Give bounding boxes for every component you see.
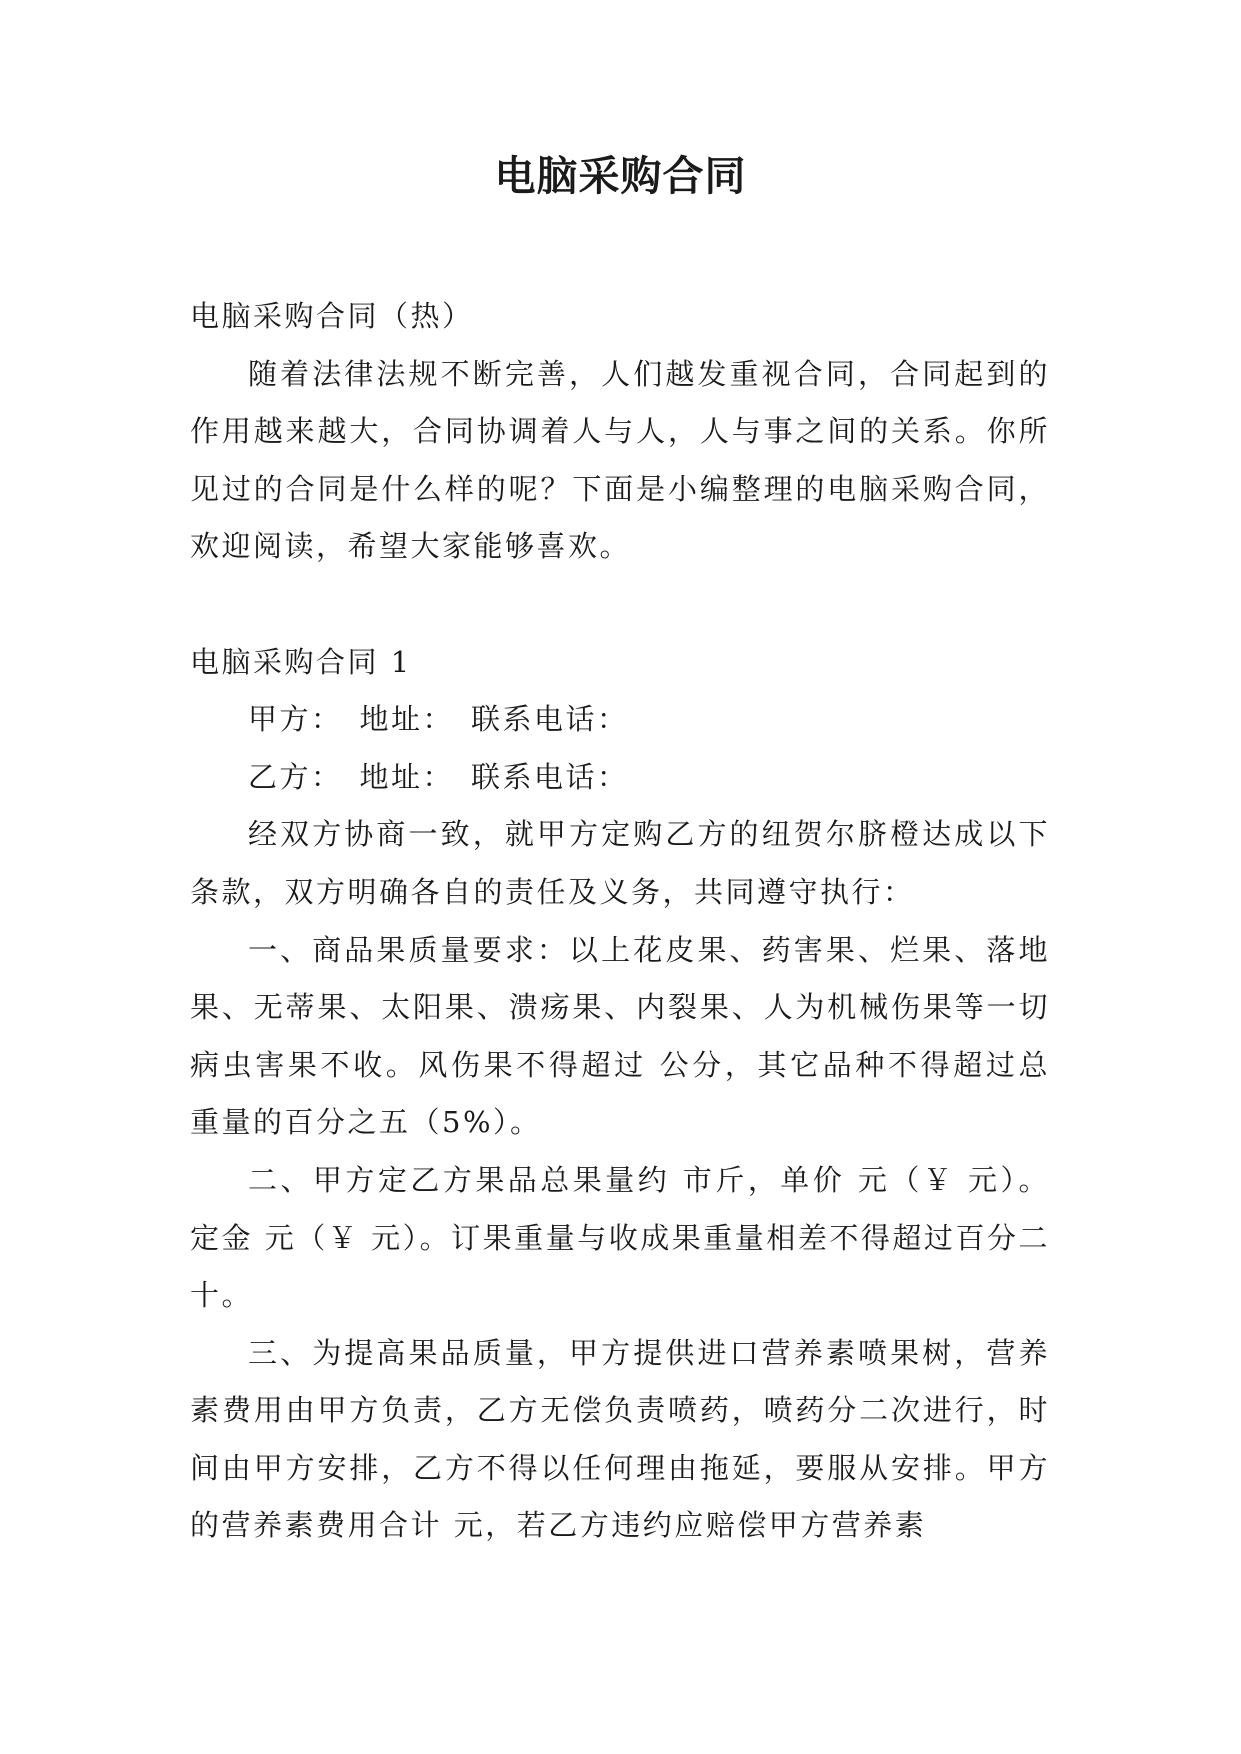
party-b-line: 乙方： 地址： 联系电话： bbox=[248, 759, 629, 794]
document-body bbox=[190, 288, 1050, 1555]
subtitle-paragraph: 电脑采购合同（热） bbox=[190, 299, 474, 333]
clause-2: 二、甲方定乙方果品总果量约 市斤，单价 元（￥ 元）。定金 元（￥ 元）。订果重量与收成果重量相差不得超过百分二十。 bbox=[190, 1162, 1050, 1313]
party-a-line: 甲方： 地址： 联系电话： bbox=[248, 702, 629, 737]
document-title: 电脑采购合同 bbox=[494, 152, 747, 200]
clause-3: 三、为提高果品质量，甲方提供进口营养素喷果树，营养素费用由甲方负责，乙方无偿负责喷药，喷药分二次进行，时间由甲方安排，乙方不得以任何理由拖延，要服从安排。甲方的营养素费用合计 元，若乙方违约应赔偿甲方营养素 bbox=[190, 1335, 1050, 1543]
agreement-preamble: 经双方协商一致，就甲方定购乙方的纽贺尔脐橙达成以下条款，双方明确各自的责任及义务，共同遵守执行： bbox=[190, 817, 1050, 909]
paragraph-spacer bbox=[190, 576, 1050, 634]
clause-1: 一、商品果质量要求：以上花皮果、药害果、烂果、落地果、无蒂果、太阳果、溃疡果、内裂果、人为机械伤果等一切病虫害果不收。风伤果不得超过 公分，其它品种不得超过总重量的百分之五（5%）。 bbox=[190, 932, 1050, 1140]
intro-paragraph: 随着法律法规不断完善，人们越发重视合同，合同起到的作用越来越大，合同协调着人与人，人与事之间的关系。你所见过的合同是什么样的呢？下面是小编整理的电脑采购合同，欢迎阅读，希望大家能够喜欢。 bbox=[190, 356, 1050, 564]
section-heading: 电脑采购合同 1 bbox=[190, 644, 412, 679]
